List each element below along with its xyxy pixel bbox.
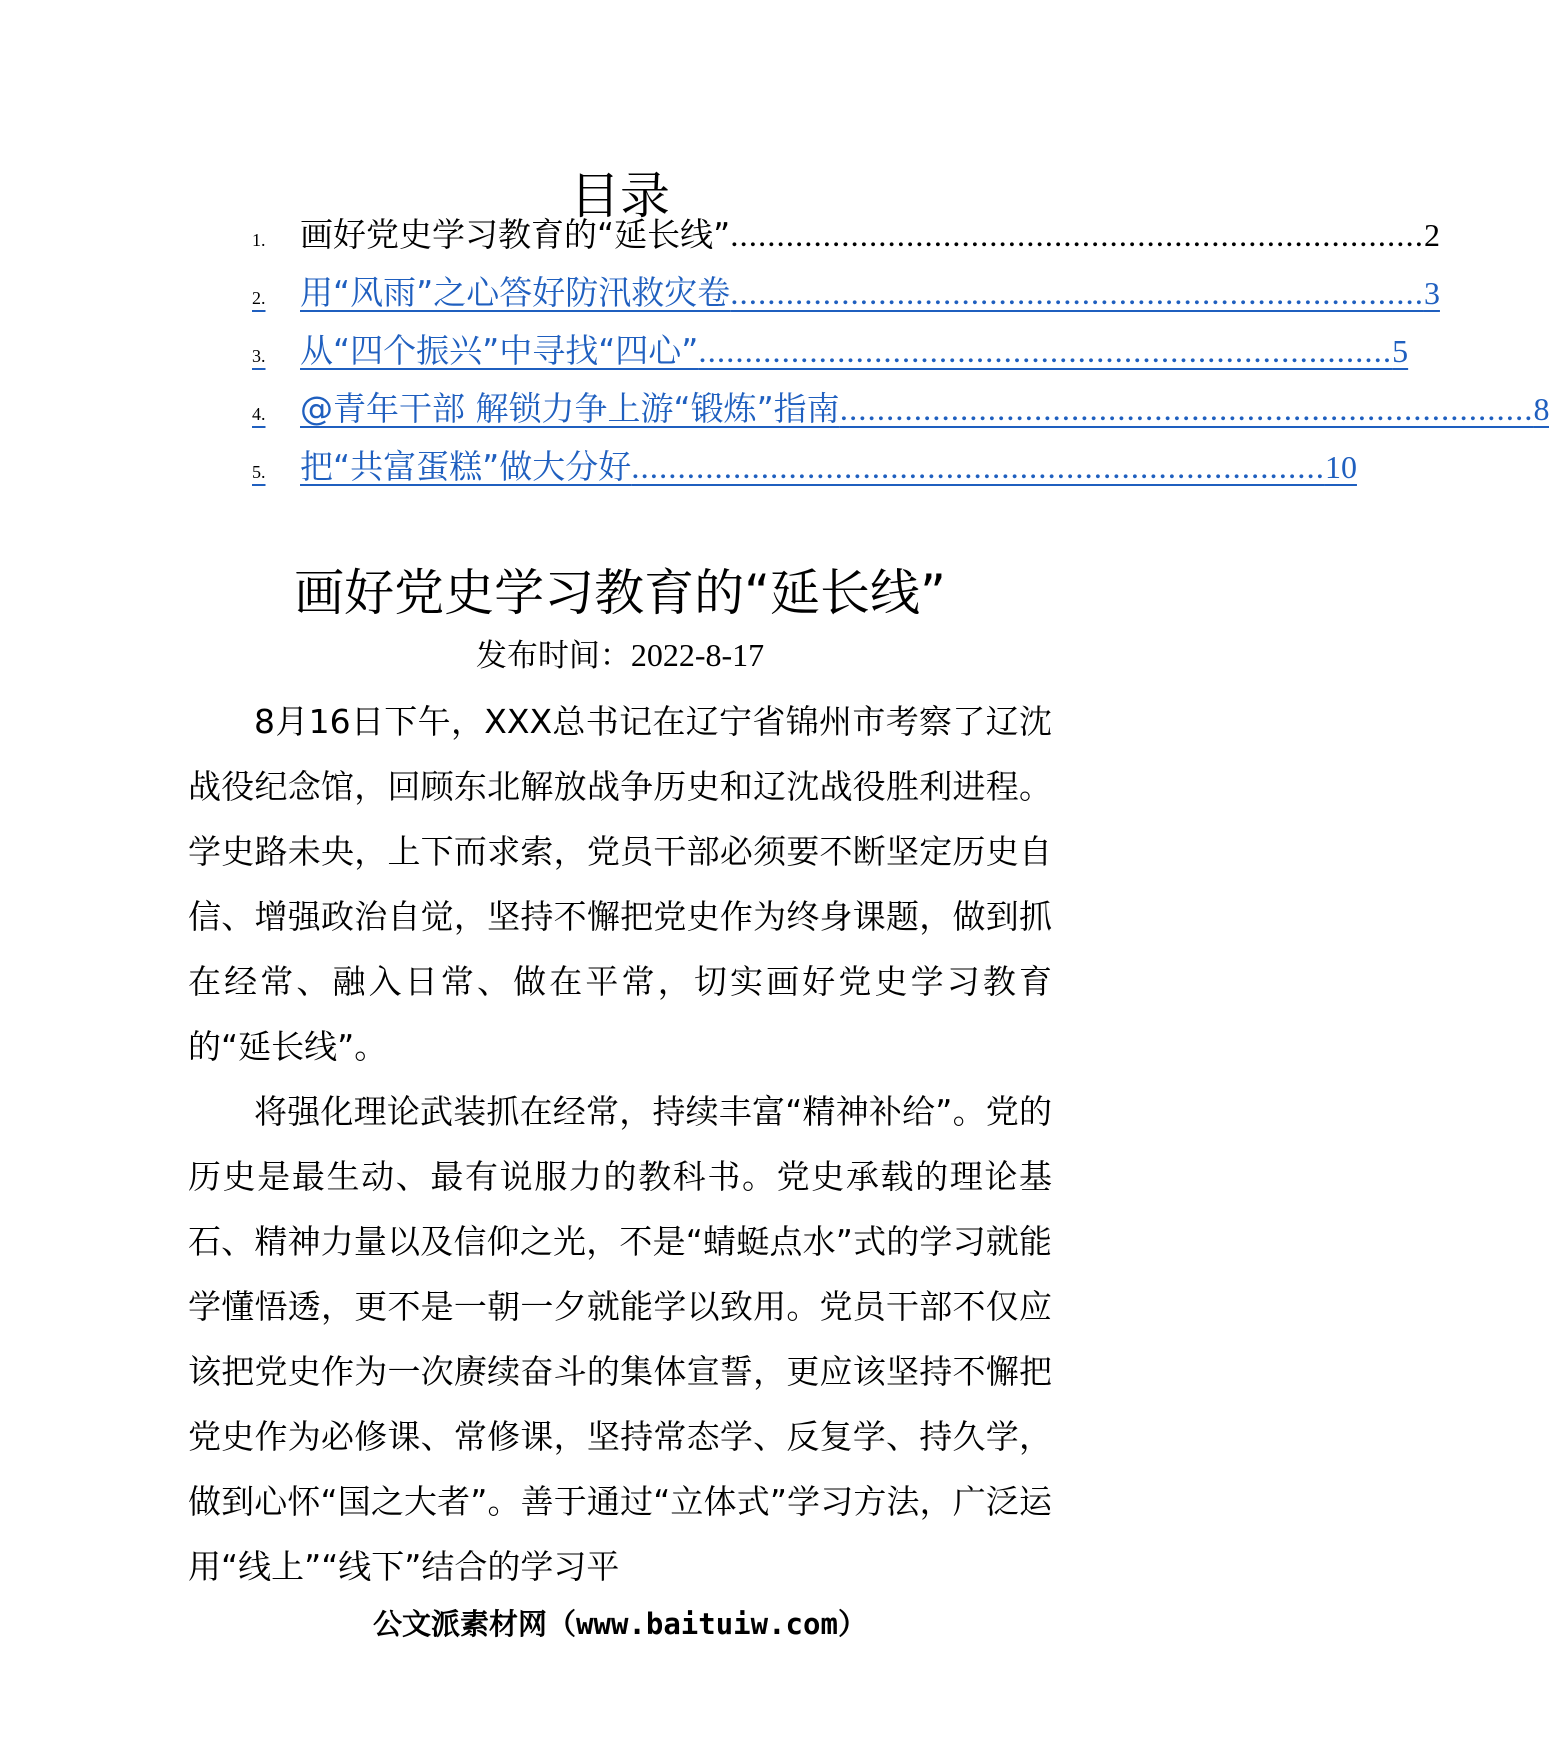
toc-entry-page: 8 [1533, 391, 1549, 427]
publish-date [0, 632, 1240, 679]
toc-entry-text: 把“共富蛋糕”做大分好 [300, 447, 632, 486]
toc-entry-number: 2. [252, 288, 266, 308]
toc-entry-page: 3 [1423, 275, 1440, 311]
publish-date-label: 发布时间： [475, 638, 631, 674]
publish-date-value: 2022-8-17 [630, 637, 765, 673]
toc-entry-number: 3. [252, 346, 266, 366]
toc-leader-dots: ........................................................................... [631, 450, 1325, 486]
toc-entry-3[interactable] [252, 326, 1409, 376]
toc-entry-5[interactable] [252, 442, 1357, 492]
article-body [188, 689, 1052, 1599]
toc-leader-dots: ........................................................................... [730, 276, 1424, 312]
toc-entry-1[interactable] [252, 210, 1440, 260]
toc-entry-page: 10 [1324, 449, 1357, 485]
toc-entry-number: 4. [252, 404, 266, 424]
page-footer: 公文派素材网（www.baituiw.com） [373, 1607, 867, 1641]
toc-leader-dots: ........................................................................... [730, 218, 1424, 254]
toc-entry-2[interactable] [252, 268, 1440, 318]
toc-title: 目录 [570, 167, 670, 225]
toc-leader-dots: ........................................................................... [839, 392, 1534, 428]
toc-entry-page: 5 [1392, 333, 1409, 369]
toc-entry-number: 5. [252, 462, 266, 482]
toc-entry-text: 画好党史学习教育的“延长线” [300, 215, 731, 254]
toc-entry-4[interactable] [252, 384, 1549, 434]
toc-entry-text: 从“四个振兴”中寻找“四心” [300, 331, 699, 370]
article-paragraph-1: 8月16日下午，XXX总书记在辽宁省锦州市考察了辽沈战役纪念馆，回顾东北解放战争历史和辽沈战役胜利进程。学史路未央，上下而求索，党员干部必须要不断坚定历史自信、增强政治自觉，坚持不懈把党史作为终身课题，做到抓在经常、融入日常、做在平常，切实画好党史学习教育的“延长线”。 [188, 702, 1052, 1066]
article-title: 画好党史学习教育的“延长线” [294, 564, 946, 622]
toc-entry-number: 1. [252, 230, 266, 250]
toc-leader-dots: ........................................................................... [698, 334, 1393, 370]
toc-entry-text: 用“风雨”之心答好防汛救灾卷 [300, 273, 731, 312]
article-paragraph-2: 将强化理论武装抓在经常，持续丰富“精神补给”。党的历史是最生动、最有说服力的教科书。党史承载的理论基石、精神力量以及信仰之光，不是“蜻蜓点水”式的学习就能学懂悟透，更不是一朝一夕就能学以致用。党员干部不仅应该把党史作为一次赓续奋斗的集体宣誓，更应该坚持不懈把党史作为必修课、常修课，坚持常态学、反复学、持久学，做到心怀“国之大者”。善于通过“立体式”学习方法，广泛运用“线上”“线下”结合的学习平 [188, 1092, 1052, 1586]
toc-entry-page: 2 [1423, 217, 1440, 253]
toc-entry-text: @青年干部 解锁力争上游“锻炼”指南 [300, 389, 840, 428]
